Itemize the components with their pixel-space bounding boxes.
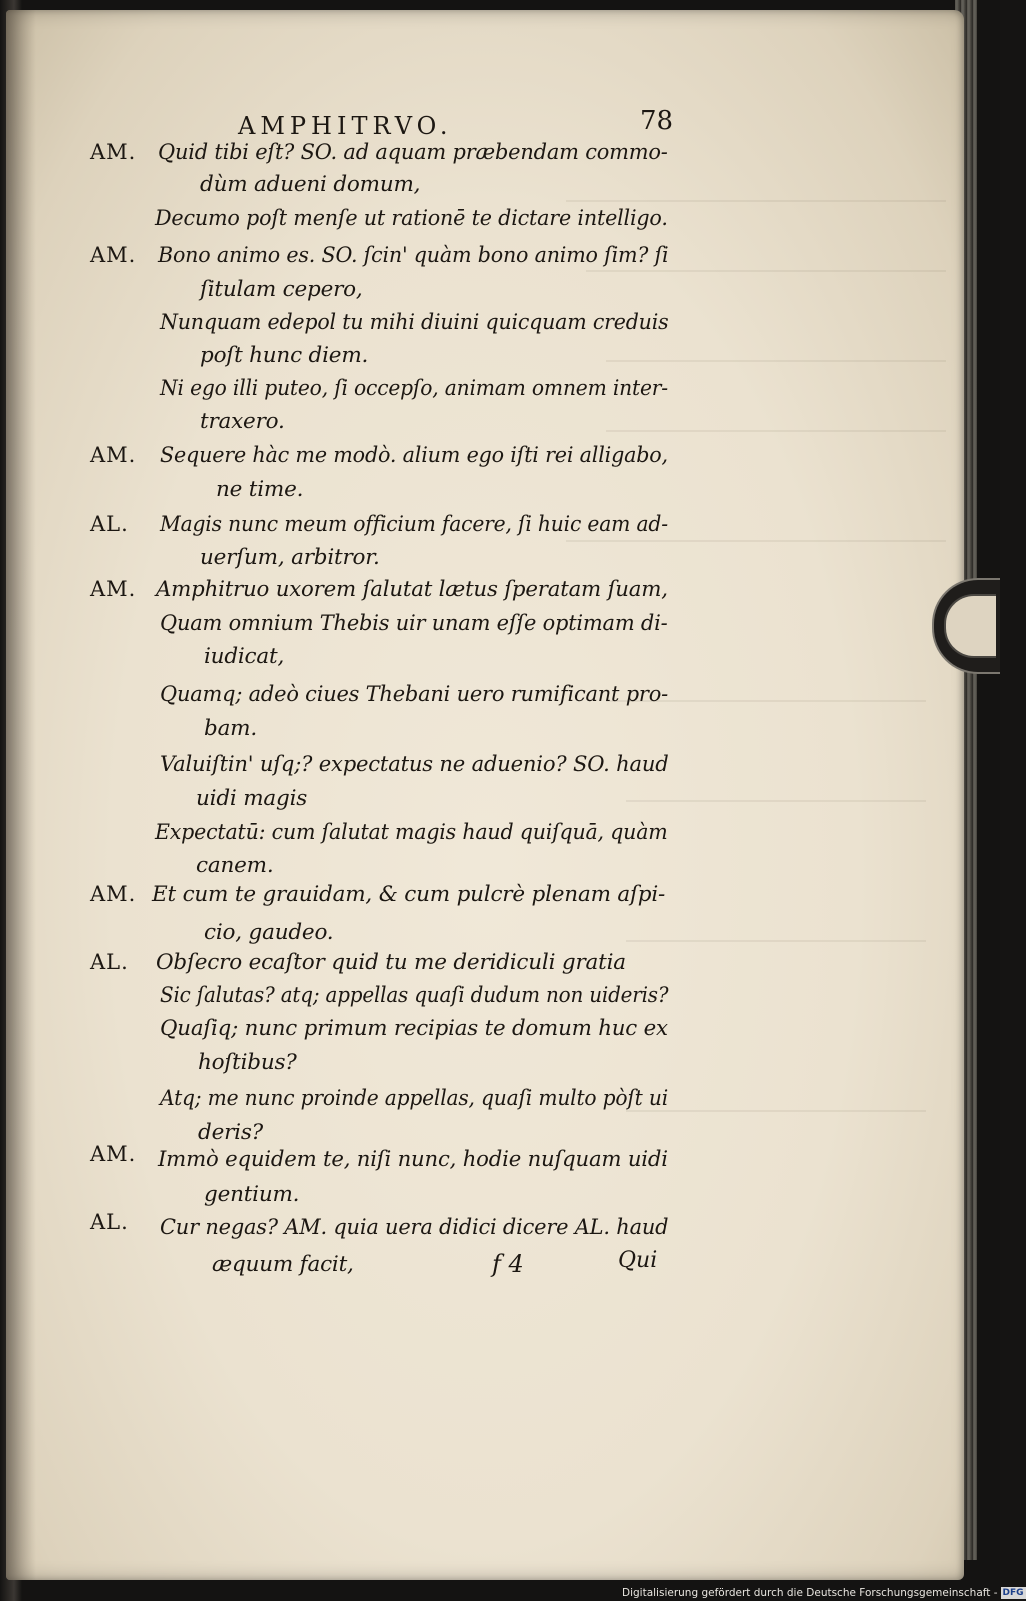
speaker-label: AM. <box>90 140 137 164</box>
text-line: Immò equidem te, niſi nunc, hodie nuſquam uidi <box>158 1147 668 1172</box>
text-line: uidi magis <box>196 786 308 811</box>
text-line: ſitulam cepero, <box>200 277 363 302</box>
text-line: Atq; me nunc proinde appellas, quaſi multo pòſt ui <box>160 1086 669 1111</box>
text-line: Quamq; adeò ciues Thebani uero rumificant pro- <box>160 682 668 707</box>
text-line: Quaſiq; nunc primum recipias te domum huc ex <box>160 1016 668 1041</box>
text-line: gentium. <box>204 1182 300 1207</box>
text-line: bam. <box>204 716 258 741</box>
text-line: Quid tibi eſt? SO. ad aquam præbendam commo- <box>158 140 668 165</box>
text-line: Sic ſalutas? atq; appellas quaſi dudum non uideris? <box>160 983 669 1008</box>
text-line: Magis nunc meum officium facere, ſi huic eam ad- <box>160 512 668 537</box>
speaker-label: AM. <box>90 1142 137 1166</box>
text-line: cio, gaudeo. <box>204 920 334 945</box>
digitization-credit <box>622 1585 1026 1601</box>
text-line: Sequere hàc me modò. alium ego iſti rei alligabo, <box>160 443 668 468</box>
text-line: ne time. <box>216 477 304 502</box>
text-line: canem. <box>196 853 274 878</box>
text-line: Valuiſtin' uſq;? expectatus ne aduenio? SO. haud <box>160 752 669 777</box>
text-line: Bono animo es. SO. ſcin' quàm bono animo ſim? ſi <box>158 243 669 268</box>
text-line: deris? <box>198 1120 264 1145</box>
credit-text: Digitalisierung gefördert durch die Deutsche Forschungsgemeinschaft - <box>622 1587 998 1599</box>
catchword: Qui <box>618 1248 658 1273</box>
speaker-label: AM. <box>90 577 137 601</box>
dfg-logo: DFG <box>1002 1588 1024 1598</box>
speaker-label: AM. <box>90 243 137 267</box>
text-line: dùm adueni domum, <box>200 172 421 197</box>
signature-mark: f 4 <box>492 1250 524 1278</box>
speaker-label: AM. <box>90 443 137 467</box>
text-line: uerſum, arbitror. <box>200 545 380 570</box>
text-line: Expectatū: cum ſalutat magis haud quiſquā, quàm <box>155 820 668 845</box>
speaker-label: AL. <box>90 950 129 974</box>
running-title: AMPHITRVO. <box>238 112 453 140</box>
text-line: traxero. <box>200 409 285 434</box>
text-line: poſt hunc diem. <box>200 343 369 368</box>
text-line: Obſecro ecaſtor quid tu me deridiculi gratia <box>156 950 626 975</box>
text-line: Nunquam edepol tu mihi diuini quicquam creduis <box>160 310 669 335</box>
text-line: hoſtibus? <box>198 1050 297 1075</box>
page-number: 78 <box>640 106 674 136</box>
text-line: Quam omnium Thebis uir unam eſſe optimam di- <box>160 611 668 636</box>
speaker-label: AM. <box>90 882 137 906</box>
text-line: Ni ego illi puteo, ſi occepſo, animam omnem inter- <box>160 376 668 401</box>
text-line: æquum facit, <box>212 1252 354 1277</box>
speaker-label: AL. <box>90 512 129 536</box>
text-line: Cur negas? AM. quia uera didici dicere AL. haud <box>160 1215 669 1240</box>
speaker-label: AL. <box>90 1210 129 1234</box>
text-line: Et cum te grauidam, & cum pulcrè plenam aſpi- <box>152 882 666 907</box>
text-line: iudicat, <box>204 644 285 669</box>
text-line: Decumo poſt menſe ut rationē te dictare intelligo. <box>155 206 668 231</box>
text-line: Amphitruo uxorem ſalutat lætus ſperatam ſuam, <box>156 577 668 602</box>
